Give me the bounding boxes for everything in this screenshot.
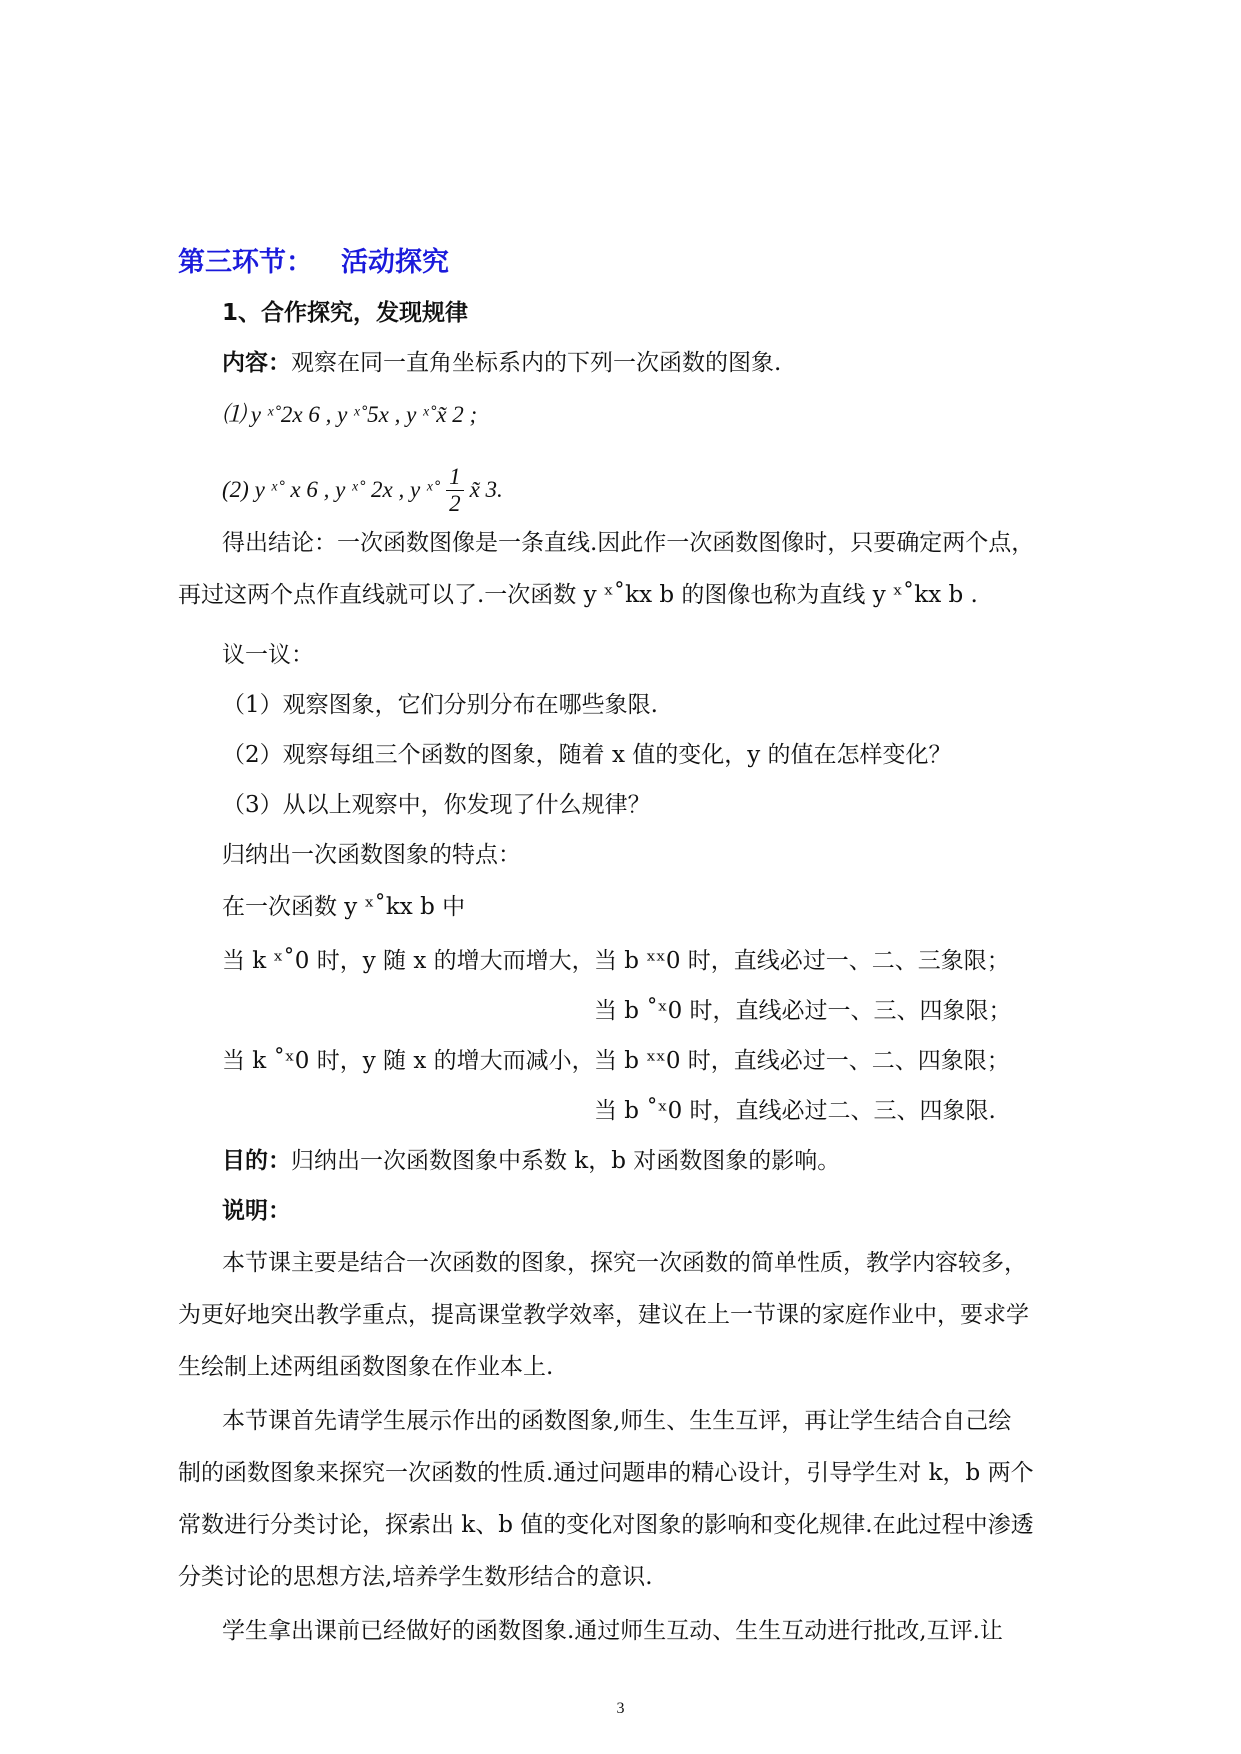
rule-k-positive-b-negative: 当 b ˚ˣ0 时，直线必过一、三、四象限； bbox=[594, 998, 1012, 1024]
content-text: 观察在同一直角坐标系内的下列一次函数的图象. bbox=[291, 350, 782, 376]
discuss-question-1: （1）观察图象，它们分别分布在哪些象限. bbox=[222, 692, 658, 718]
content-line bbox=[222, 348, 781, 378]
summary-intro: 归纳出一次函数图象的特点： bbox=[222, 842, 521, 868]
notes-paragraph-3-line-1: 学生拿出课前已经做好的函数图象.通过师生互动、生生互动进行批改,互评.让 bbox=[222, 1618, 1003, 1644]
notes-paragraph-2-line-2: 制的函数图象来探究一次函数的性质.通过问题串的精心设计，引导学生对 k，b 两个 bbox=[178, 1460, 1034, 1486]
rule-k-positive-b-positive: 当 b ˣˣ0 时，直线必过一、二、三象限； bbox=[594, 948, 1010, 974]
rule-k-negative-b-negative: 当 b ˚ˣ0 时，直线必过二、三、四象限. bbox=[594, 1098, 996, 1124]
purpose-line bbox=[222, 1146, 840, 1176]
heading-title: 活动探究 bbox=[341, 247, 449, 278]
summary-context: 在一次函数 y ˣ˚kx b 中 bbox=[222, 894, 466, 920]
heading-prefix: 第三环节： bbox=[178, 247, 313, 278]
formula2-suffix: x̃ 3. bbox=[469, 477, 503, 502]
conclusion-line-1: 得出结论：一次函数图像是一条直线.因此作一次函数图像时，只要确定两个点， bbox=[222, 530, 1035, 556]
notes-paragraph-2-line-4: 分类讨论的思想方法,培养学生数形结合的意识. bbox=[178, 1564, 653, 1590]
notes-label: 说明： bbox=[222, 1198, 291, 1224]
notes-paragraph-2-line-3: 常数进行分类讨论，探索出 k、b 值的变化对图象的影响和变化规律.在此过程中渗透 bbox=[178, 1512, 1034, 1538]
purpose-label: 目的： bbox=[222, 1148, 291, 1174]
rule-k-negative-b-positive: 当 b ˣˣ0 时，直线必过一、二、四象限； bbox=[594, 1048, 1010, 1074]
fraction-denominator: 2 bbox=[449, 490, 461, 516]
page-number: 3 bbox=[616, 1700, 625, 1717]
rule-k-positive: 当 k ˣ˚0 时，y 随 x 的增大而增大， bbox=[222, 948, 595, 974]
conclusion-line-2: 再过这两个点作直线就可以了.一次函数 y ˣ˚kx b 的图像也称为直线 y ˣ˚kx b . bbox=[178, 582, 978, 608]
formula2-prefix: (2) y ˣ˚ x 6 , y ˣ˚ 2x , y ˣ˚ bbox=[222, 477, 441, 502]
purpose-text: 归纳出一次函数图象中系数 k，b 对函数图象的影响。 bbox=[291, 1148, 841, 1174]
notes-paragraph-2-line-1: 本节课首先请学生展示作出的函数图象,师生、生生互评，再让学生结合自己绘 bbox=[222, 1408, 1012, 1434]
discuss-label: 议一议： bbox=[222, 642, 314, 668]
formula-group-1: ⑴ y ˣ˚2x 6 , y ˣ˚5x , y ˣ˚x̃ 2 ; bbox=[222, 402, 478, 427]
section-heading bbox=[178, 240, 449, 279]
fraction-numerator: 1 bbox=[446, 464, 464, 491]
discuss-question-2: （2）观察每组三个函数的图象，随着 x 值的变化，y 的值在怎样变化？ bbox=[222, 742, 952, 768]
subheading: 1、合作探究，发现规律 bbox=[222, 300, 469, 326]
notes-paragraph-1-line-3: 生绘制上述两组函数图象在作业本上. bbox=[178, 1354, 554, 1380]
fraction-one-half bbox=[446, 464, 464, 517]
rule-k-negative: 当 k ˚ˣ0 时，y 随 x 的增大而减小， bbox=[222, 1048, 595, 1074]
formula-group-2 bbox=[222, 460, 503, 520]
notes-paragraph-1-line-2: 为更好地突出教学重点，提高课堂教学效率，建议在上一节课的家庭作业中，要求学 bbox=[178, 1302, 1029, 1328]
discuss-question-3: （3）从以上观察中，你发现了什么规律？ bbox=[222, 792, 651, 818]
notes-paragraph-1-line-1: 本节课主要是结合一次函数的图象，探究一次函数的简单性质，教学内容较多， bbox=[222, 1250, 1027, 1276]
content-label: 内容： bbox=[222, 350, 291, 376]
